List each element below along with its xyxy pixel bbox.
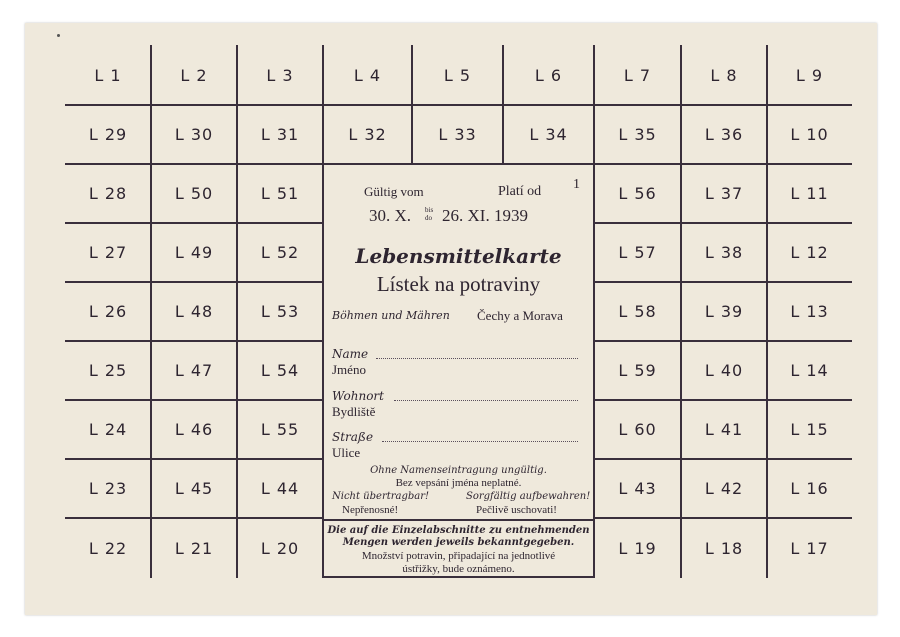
grid-line xyxy=(150,45,152,578)
coupon-cell: L 25 xyxy=(88,361,128,380)
coupon-cell: L 24 xyxy=(88,420,128,439)
name-label-cz: Jméno xyxy=(332,362,366,377)
coupon-cell: L 11 xyxy=(790,184,829,203)
grid-line xyxy=(594,281,852,283)
coupon-cell: L 39 xyxy=(704,302,744,321)
nontransferable-de: Nicht übertragbar! xyxy=(332,491,430,502)
coupon-cell: L 46 xyxy=(174,420,214,439)
grid-line xyxy=(65,340,323,342)
coupon-cell: L 44 xyxy=(260,479,300,498)
title-de: Lebensmittelkarte xyxy=(355,244,562,268)
coupon-cell: L 22 xyxy=(88,538,128,558)
date-to: 26. XI. 1939 xyxy=(442,206,528,225)
coupon-cell: L 26 xyxy=(88,302,128,321)
coupon-cell: L 15 xyxy=(790,420,829,439)
coupon-cell: L 31 xyxy=(260,125,300,144)
coupon-cell: L 17 xyxy=(790,538,829,558)
coupon-cell: L 5 xyxy=(443,65,472,85)
coupon-cell: L 13 xyxy=(790,302,829,321)
coupon-cell: L 55 xyxy=(260,420,300,439)
keep-carefully-cz: Pečlivě uschovati! xyxy=(476,504,557,516)
coupon-cell: L 4 xyxy=(353,65,382,85)
grid-line xyxy=(594,458,852,460)
panel-divider xyxy=(324,519,593,521)
coupon-cell: L 1 xyxy=(94,65,122,85)
grid-line xyxy=(594,340,852,342)
coupon-cell: L 35 xyxy=(618,125,657,144)
quantities-note-de-1: Die auf die Einzelabschnitte zu entnehmenden xyxy=(327,525,590,536)
coupon-cell: L 37 xyxy=(704,184,744,203)
coupon-cell: L 18 xyxy=(704,538,744,558)
bis-do-label xyxy=(425,206,433,222)
coupon-cell: L 36 xyxy=(704,125,744,144)
coupon-cell: L 27 xyxy=(88,243,128,262)
coupon-cell: L 9 xyxy=(795,65,824,85)
name-label-de: Name xyxy=(332,347,369,361)
coupon-cell: L 47 xyxy=(174,361,214,380)
invalid-note-cz: Bez vepsání jména neplatné. xyxy=(395,477,522,489)
residence-label-de: Wohnort xyxy=(332,389,384,403)
coupon-cell: L 51 xyxy=(260,184,300,203)
street-label-cz: Ulice xyxy=(332,445,361,460)
coupon-cell: L 30 xyxy=(174,125,214,144)
coupon-cell: L 43 xyxy=(618,479,657,498)
grid-line xyxy=(680,45,682,578)
coupon-cell: L 48 xyxy=(174,302,214,321)
coupon-cell: L 38 xyxy=(704,243,744,262)
ration-card-sheet xyxy=(25,23,877,615)
coupon-cell: L 50 xyxy=(174,184,214,203)
coupon-cell: L 28 xyxy=(88,184,128,203)
coupon-cell: L 2 xyxy=(180,65,208,85)
coupon-cell: L 20 xyxy=(260,538,300,558)
coupon-cell: L 7 xyxy=(623,65,652,85)
quantities-note-de-2: Mengen werden jeweils bekanntgegeben. xyxy=(342,537,575,548)
invalid-note-de: Ohne Namenseintragung ungültig. xyxy=(370,465,547,476)
name-field xyxy=(376,358,578,359)
coupon-cell: L 49 xyxy=(174,243,214,262)
coupon-cell: L 52 xyxy=(260,243,300,262)
residence-field xyxy=(394,400,578,401)
coupon-cell: L 21 xyxy=(174,538,214,558)
quantities-note-cz-2: ústřižky, bude oznámeno. xyxy=(402,563,515,575)
coupon-cell: L 3 xyxy=(266,65,294,85)
grid-line xyxy=(594,222,852,224)
date-from: 30. X. xyxy=(369,206,412,225)
grid-line xyxy=(236,45,238,578)
coupon-cell: L 32 xyxy=(348,125,387,144)
street-field xyxy=(382,441,578,442)
bis-label: bis xyxy=(425,206,434,214)
coupon-cell: L 53 xyxy=(260,302,300,321)
nontransferable-cz: Nepřenosné! xyxy=(342,504,399,516)
coupon-cell: L 60 xyxy=(618,420,657,439)
grid-line xyxy=(594,399,852,401)
valid-from-de: Gültig vom xyxy=(364,184,424,199)
grid-line xyxy=(65,222,323,224)
coupon-cell: L 41 xyxy=(704,420,744,439)
coupon-cell: L 40 xyxy=(704,361,744,380)
card-number: 1 xyxy=(573,177,580,192)
coupon-cell: L 29 xyxy=(88,125,128,144)
street-label-de: Straße xyxy=(332,430,374,444)
do-label: do xyxy=(425,214,432,222)
coupon-cell: L 12 xyxy=(790,243,829,262)
grid-line xyxy=(65,104,852,106)
residence-label-cz: Bydliště xyxy=(332,404,376,419)
region-de: Böhmen und Mähren xyxy=(332,309,450,322)
grid-line xyxy=(65,281,323,283)
keep-carefully-de: Sorgfältig aufbewahren! xyxy=(466,491,591,502)
coupon-cell: L 23 xyxy=(88,479,128,498)
coupon-cell: L 19 xyxy=(618,538,657,558)
coupon-cell: L 10 xyxy=(790,125,829,144)
coupon-cell: L 33 xyxy=(438,125,477,144)
coupon-cell: L 54 xyxy=(260,361,300,380)
coupon-cell: L 6 xyxy=(534,65,563,85)
coupon-cell: L 16 xyxy=(790,479,829,498)
grid-line xyxy=(65,517,323,519)
valid-from-cz: Platí od xyxy=(498,184,542,199)
grid-line xyxy=(594,517,852,519)
coupon-cell: L 8 xyxy=(710,65,738,85)
grid-line xyxy=(65,399,323,401)
ink-dot xyxy=(57,34,60,37)
card-info-panel xyxy=(322,163,595,578)
title-cz: Lístek na potraviny xyxy=(376,272,541,296)
coupon-cell: L 57 xyxy=(618,243,657,262)
grid-line xyxy=(766,45,768,578)
quantities-note-cz-1: Množství potravin, připadající na jednotlivé xyxy=(361,550,556,562)
coupon-cell: L 42 xyxy=(704,479,744,498)
region-cz: Čechy a Morava xyxy=(477,308,563,323)
coupon-cell: L 56 xyxy=(618,184,657,203)
coupon-cell: L 34 xyxy=(529,125,568,144)
coupon-cell: L 14 xyxy=(790,361,829,380)
coupon-cell: L 58 xyxy=(618,302,657,321)
coupon-cell: L 45 xyxy=(174,479,214,498)
coupon-cell: L 59 xyxy=(618,361,657,380)
grid-line xyxy=(65,458,323,460)
